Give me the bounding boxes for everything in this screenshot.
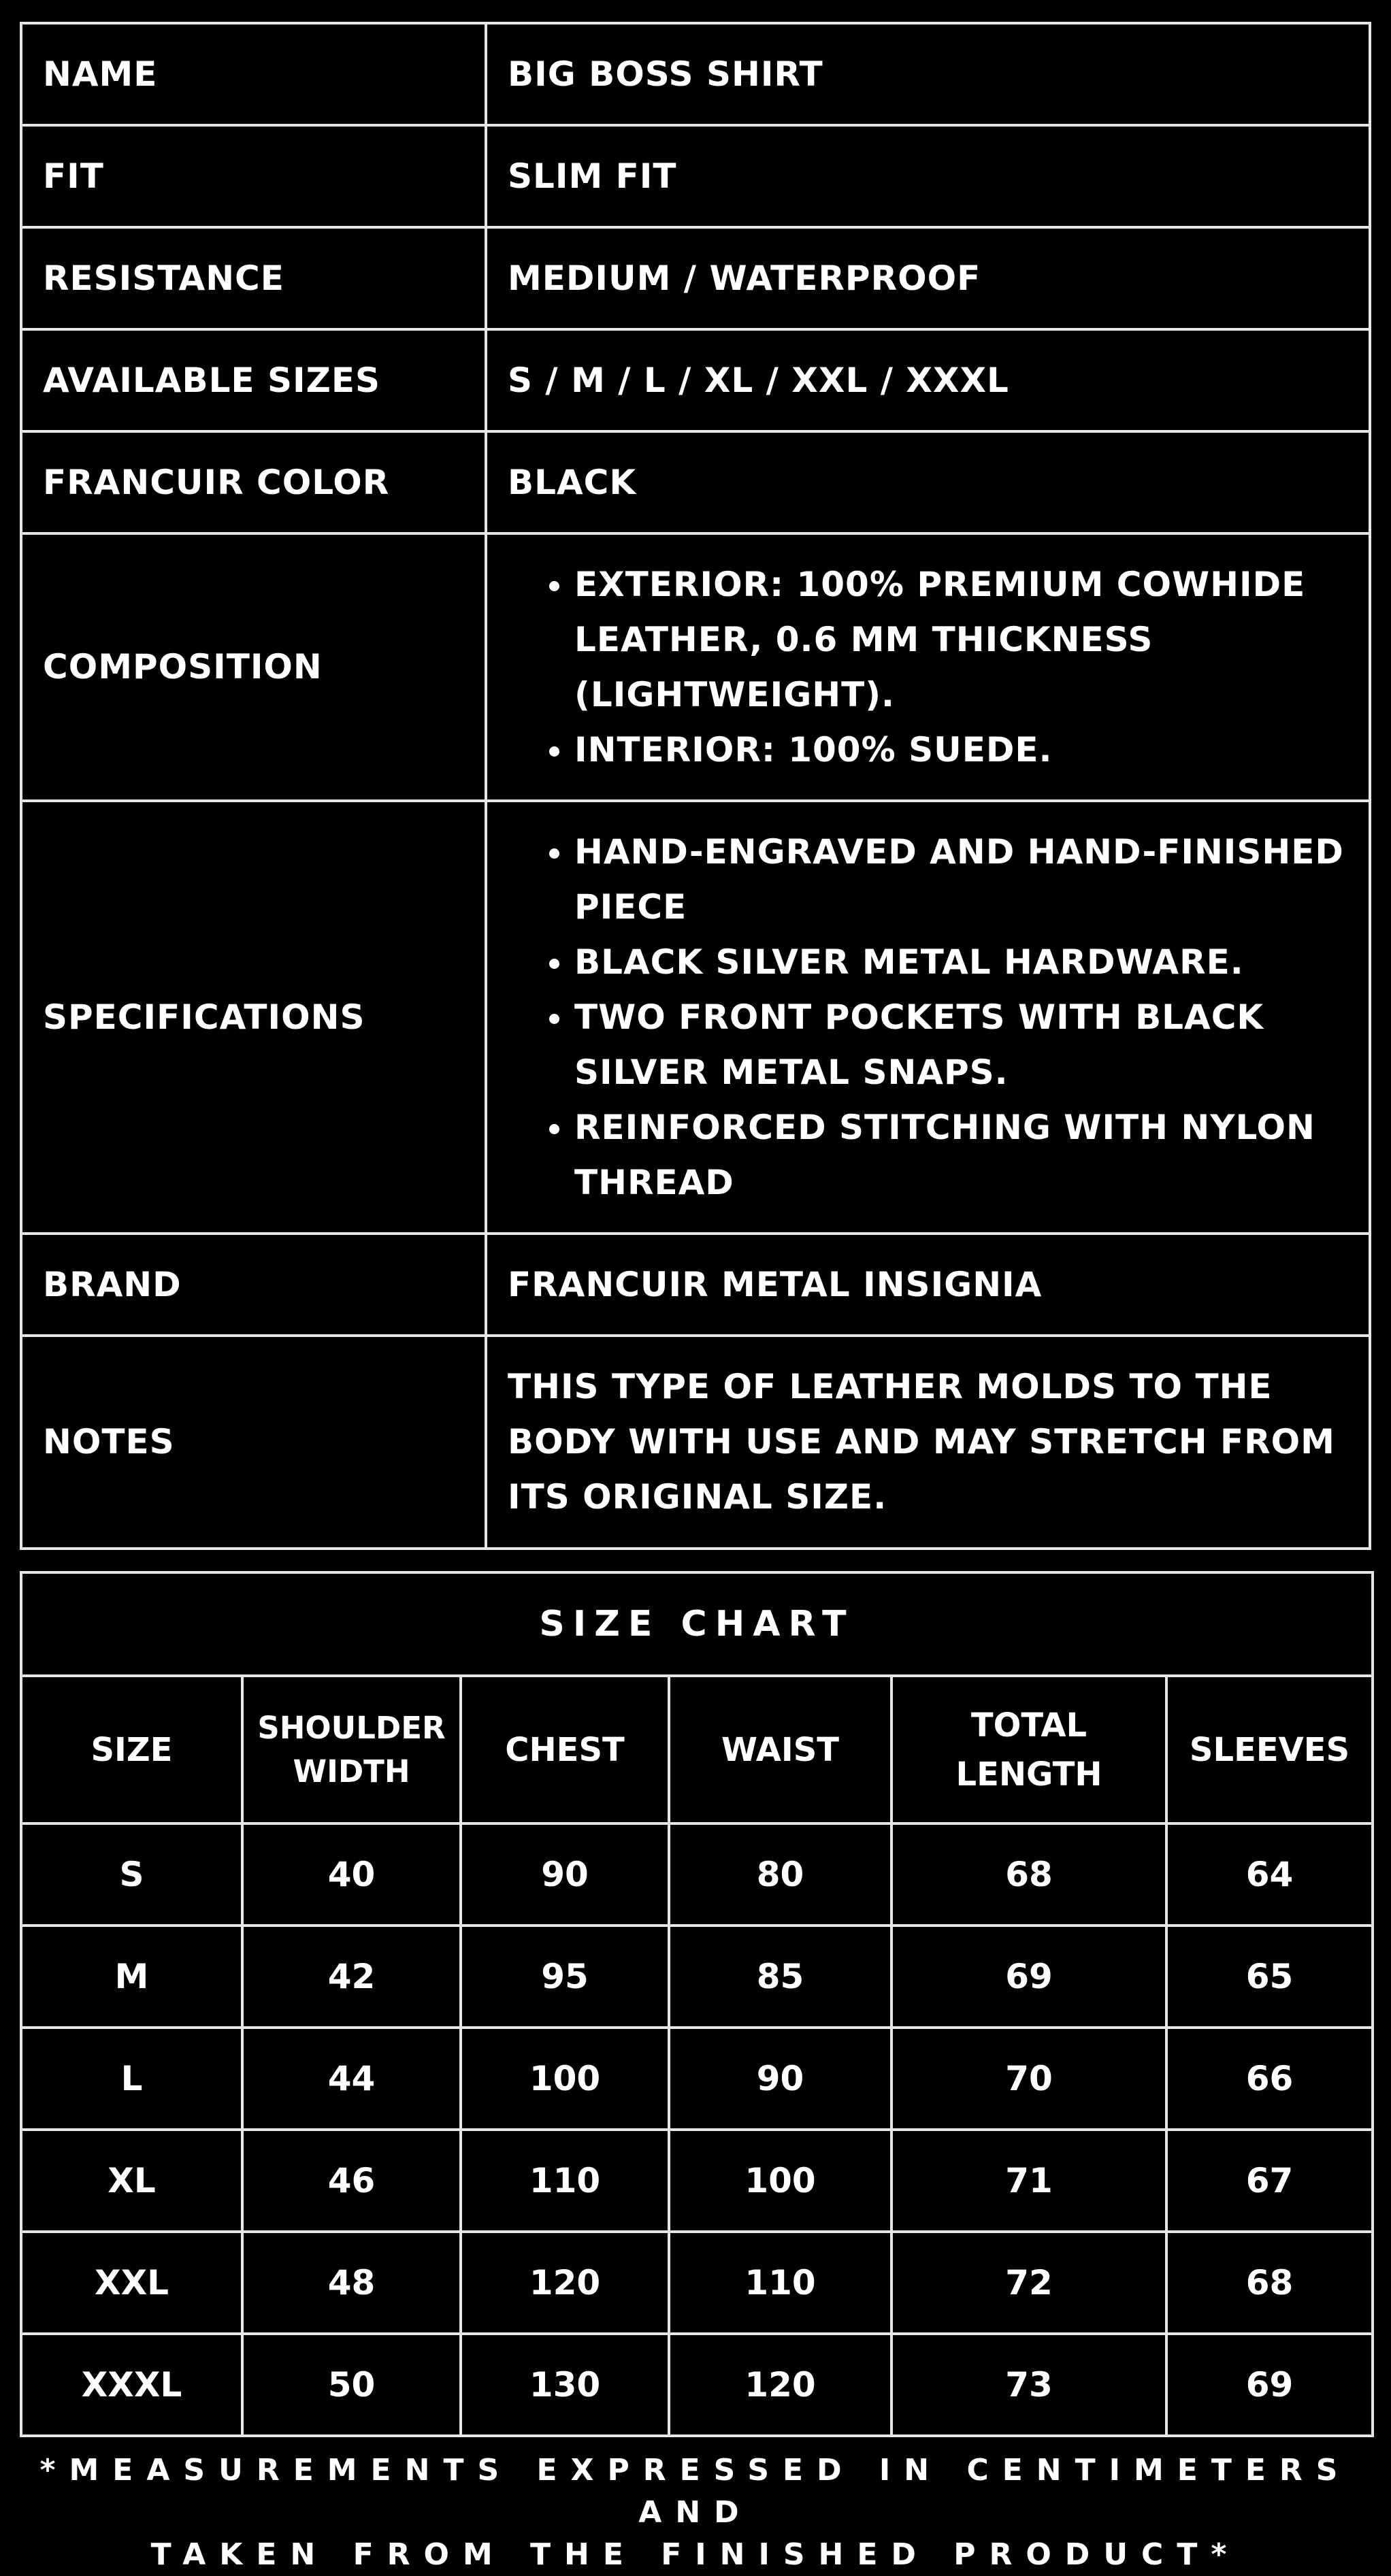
header-sleeves: SLEEVES	[1166, 1676, 1373, 1823]
spec-label: NAME	[21, 23, 486, 125]
spec-label: RESISTANCE	[21, 227, 486, 329]
spec-value: S / M / L / XL / XXL / XXXL	[486, 329, 1370, 431]
list-item: • TWO FRONT POCKETS WITH BLACK SILVER METAL SNAPS.	[574, 990, 1348, 1100]
cell-chest: 120	[461, 2232, 669, 2334]
spec-value: MEDIUM / WATERPROOF	[486, 227, 1370, 329]
list-item: • INTERIOR: 100% SUEDE.	[574, 723, 1348, 778]
spec-row-sizes	[21, 329, 1370, 431]
header-text: WIDTH	[293, 1753, 410, 1789]
cell-chest: 130	[461, 2334, 669, 2436]
size-chart-table	[20, 1571, 1374, 2437]
cell-size: S	[21, 1823, 242, 1926]
cell-length: 70	[891, 2028, 1166, 2130]
spec-row-notes	[21, 1336, 1370, 1549]
list-item: • BLACK SILVER METAL HARDWARE.	[574, 935, 1348, 990]
footnote-line: TAKEN FROM THE FINISHED PRODUCT*	[150, 2537, 1241, 2572]
size-chart-title: SIZE CHART	[21, 1572, 1373, 1676]
table-row	[21, 1926, 1373, 2028]
cell-size: XL	[21, 2130, 242, 2232]
cell-size: L	[21, 2028, 242, 2130]
spec-label: NOTES	[21, 1336, 486, 1549]
spec-label: FRANCUIR COLOR	[21, 431, 486, 533]
table-row	[21, 2130, 1373, 2232]
spec-row-brand	[21, 1234, 1370, 1336]
header-waist: WAIST	[669, 1676, 891, 1823]
spec-row-color	[21, 431, 1370, 533]
cell-chest: 90	[461, 1823, 669, 1926]
cell-shoulder: 44	[242, 2028, 461, 2130]
cell-chest: 95	[461, 1926, 669, 2028]
header-size: SIZE	[21, 1676, 242, 1823]
cell-sleeves: 64	[1166, 1823, 1373, 1926]
spec-value	[486, 533, 1370, 801]
table-row	[21, 2334, 1373, 2436]
header-text: SHOULDER	[257, 1709, 446, 1746]
cell-sleeves: 67	[1166, 2130, 1373, 2232]
header-text: TOTAL	[970, 1706, 1087, 1745]
cell-size: XXL	[21, 2232, 242, 2334]
cell-shoulder: 46	[242, 2130, 461, 2232]
spec-value: FRANCUIR METAL INSIGNIA	[486, 1234, 1370, 1336]
spec-label: AVAILABLE SIZES	[21, 329, 486, 431]
spec-row-specifications	[21, 801, 1370, 1234]
cell-shoulder: 50	[242, 2334, 461, 2436]
table-row	[21, 2232, 1373, 2334]
spec-label: BRAND	[21, 1234, 486, 1336]
spec-label: FIT	[21, 125, 486, 227]
cell-waist: 120	[669, 2334, 891, 2436]
footnote-line: *MEASUREMENTS EXPRESSED IN CENTIMETERS AND	[39, 2453, 1352, 2530]
cell-waist: 85	[669, 1926, 891, 2028]
cell-sleeves: 65	[1166, 1926, 1373, 2028]
cell-waist: 110	[669, 2232, 891, 2334]
spec-row-composition	[21, 533, 1370, 801]
cell-size: M	[21, 1926, 242, 2028]
cell-sleeves: 66	[1166, 2028, 1373, 2130]
spec-value	[486, 801, 1370, 1234]
list-item: • HAND-ENGRAVED AND HAND-FINISHED PIECE	[574, 825, 1348, 935]
cell-shoulder: 48	[242, 2232, 461, 2334]
composition-list	[508, 557, 1348, 778]
cell-chest: 100	[461, 2028, 669, 2130]
spec-value: SLIM FIT	[486, 125, 1370, 227]
header-total-length	[891, 1676, 1166, 1823]
spec-label: COMPOSITION	[21, 533, 486, 801]
cell-waist: 90	[669, 2028, 891, 2130]
list-item: • REINFORCED STITCHING WITH NYLON THREAD	[574, 1100, 1348, 1210]
cell-length: 69	[891, 1926, 1166, 2028]
spec-row-resistance	[21, 227, 1370, 329]
cell-sleeves: 68	[1166, 2232, 1373, 2334]
size-chart-header-row	[21, 1676, 1373, 1823]
list-item: • EXTERIOR: 100% PREMIUM COWHIDE LEATHER, 0.6 MM THICKNESS (LIGHTWEIGHT).	[574, 557, 1348, 723]
table-row	[21, 1823, 1373, 1926]
specifications-list	[508, 825, 1348, 1210]
header-shoulder-width	[242, 1676, 461, 1823]
spec-row-name	[21, 23, 1370, 125]
cell-shoulder: 42	[242, 1926, 461, 2028]
spec-value: THIS TYPE OF LEATHER MOLDS TO THE BODY WITH USE AND MAY STRETCH FROM ITS ORIGINAL SIZE.	[486, 1336, 1370, 1549]
cell-chest: 110	[461, 2130, 669, 2232]
spec-row-fit	[21, 125, 1370, 227]
header-text: LENGTH	[955, 1755, 1102, 1794]
cell-sleeves: 69	[1166, 2334, 1373, 2436]
header-chest: CHEST	[461, 1676, 669, 1823]
cell-waist: 80	[669, 1823, 891, 1926]
cell-length: 72	[891, 2232, 1166, 2334]
spec-value: BIG BOSS SHIRT	[486, 23, 1370, 125]
cell-length: 73	[891, 2334, 1166, 2436]
specs-table	[20, 22, 1371, 1550]
spec-value: BLACK	[486, 431, 1370, 533]
cell-length: 71	[891, 2130, 1166, 2232]
cell-size: XXXL	[21, 2334, 242, 2436]
cell-shoulder: 40	[242, 1823, 461, 1926]
measurement-footnote	[0, 2449, 1391, 2576]
cell-length: 68	[891, 1823, 1166, 1926]
cell-waist: 100	[669, 2130, 891, 2232]
spec-label: SPECIFICATIONS	[21, 801, 486, 1234]
table-row	[21, 2028, 1373, 2130]
